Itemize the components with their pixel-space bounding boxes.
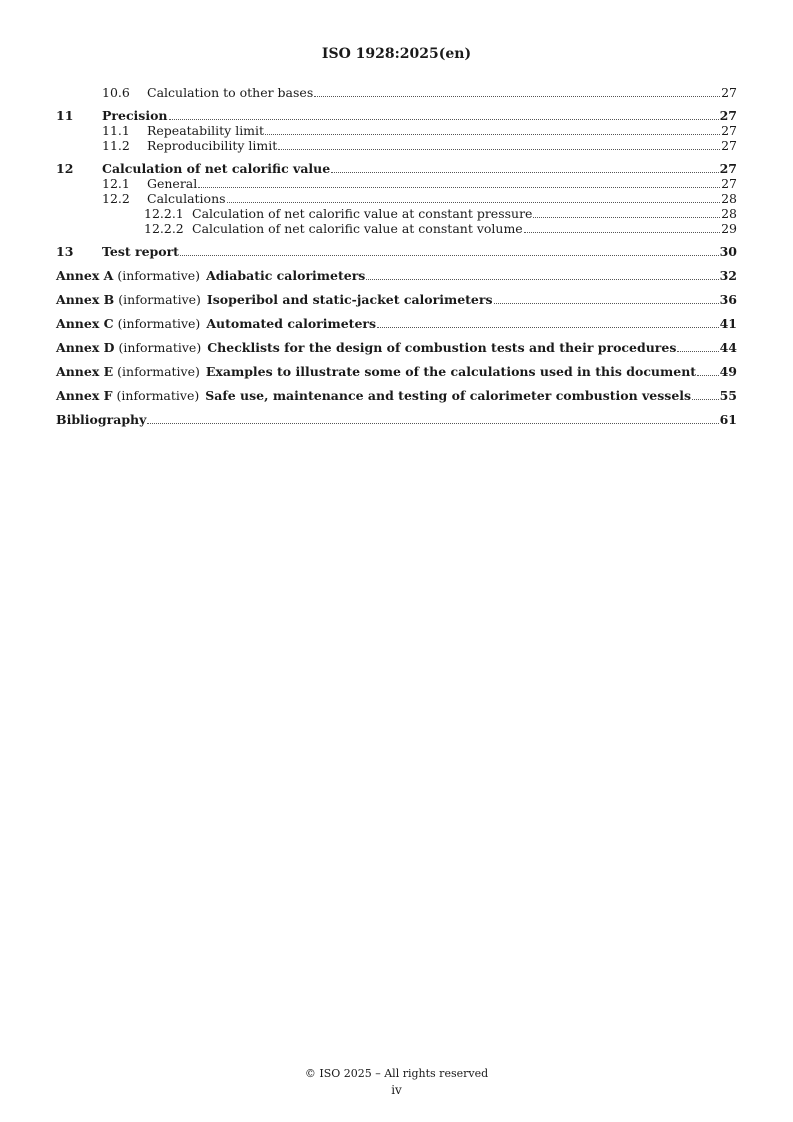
toc-entry-11-1[interactable]: [56, 123, 737, 138]
toc-entry-number: 10.6: [102, 85, 130, 100]
dot-leader: [677, 351, 718, 352]
dot-leader: [366, 279, 718, 280]
toc-entry-bibliography[interactable]: [56, 412, 737, 427]
document-header: ISO 1928:2025(en): [321, 46, 472, 62]
dot-leader: [169, 119, 719, 120]
annex-type: (informative): [117, 268, 201, 283]
toc-entry-title: Calculation of net calorific value at constant pressure: [192, 206, 533, 221]
toc-entry-11-2[interactable]: [56, 138, 737, 153]
toc-entry-annex-b[interactable]: [56, 292, 737, 307]
toc-entry-title: Automated calorimeters: [206, 316, 377, 331]
copyright-notice: © ISO 2025 – All rights reserved: [304, 1067, 489, 1080]
toc-entry-12-2[interactable]: [56, 191, 737, 206]
dot-leader: [278, 149, 720, 150]
toc-entry-12-1[interactable]: [56, 176, 737, 191]
dot-leader: [314, 96, 720, 97]
toc-entry-title: Calculations: [147, 191, 226, 206]
toc-entry-11[interactable]: [56, 108, 737, 123]
toc-entry-number: 12.1: [102, 176, 130, 191]
toc-entry-page: 27: [721, 123, 737, 138]
toc-entry-number: 12.2.2: [144, 221, 184, 236]
dot-leader: [692, 399, 719, 400]
toc-entry-title: Isoperibol and static-jacket calorimeters: [206, 292, 493, 307]
dot-leader: [227, 202, 721, 203]
toc-entry-annex-c[interactable]: [56, 316, 737, 331]
toc-entry-number: 12: [56, 161, 74, 176]
toc-entry-number: 11.1: [102, 123, 130, 138]
annex-type: (informative): [117, 364, 200, 379]
annex-id: Annex A: [56, 268, 114, 283]
toc-entry-number: 12.2: [102, 191, 130, 206]
dot-leader: [377, 327, 719, 328]
annex-id: Annex E: [56, 364, 114, 379]
annex-id: Annex F: [56, 388, 113, 403]
toc-entry-page: 27: [719, 108, 737, 123]
dot-leader: [180, 255, 719, 256]
annex-type: (informative): [116, 388, 200, 403]
page-footer: [0, 1066, 793, 1098]
toc-entry-title: Repeatability limit: [147, 123, 265, 138]
toc-entry-page: 32: [719, 268, 737, 283]
toc-entry-page: 41: [719, 316, 737, 331]
toc-entry-page: 27: [721, 85, 737, 100]
toc-entry-number: 12.2.1: [144, 206, 184, 221]
toc-entry-annex-f[interactable]: [56, 388, 737, 403]
annex-id: Annex B: [56, 292, 115, 307]
toc-entry-page: 27: [721, 176, 737, 191]
dot-leader: [697, 375, 719, 376]
toc-entry-title: Adiabatic calorimeters: [206, 268, 366, 283]
toc-entry-title: Examples to illustrate some of the calculations used in this document: [205, 364, 697, 379]
toc-entry-page: 27: [719, 161, 737, 176]
dot-leader: [331, 172, 718, 173]
dot-leader: [524, 232, 720, 233]
toc-entry-annex-a[interactable]: [56, 268, 737, 283]
toc-entry-page: 61: [719, 412, 737, 427]
toc-entry-page: 28: [721, 206, 737, 221]
toc-entry-annex-d[interactable]: [56, 340, 737, 355]
toc-entry-page: 28: [721, 191, 737, 206]
dot-leader: [265, 134, 720, 135]
toc-entry-12-2-2[interactable]: [56, 221, 737, 236]
toc-entry-10-6[interactable]: [56, 85, 737, 100]
toc-entry-annex-e[interactable]: [56, 364, 737, 379]
toc-entry-page: 44: [719, 340, 737, 355]
toc-entry-title: Precision: [102, 108, 168, 123]
toc-entry-title: Bibliography: [56, 412, 147, 427]
toc-entry-page: 30: [719, 244, 737, 259]
toc-entry-page: 27: [721, 138, 737, 153]
page-number: iv: [391, 1083, 402, 1097]
toc-entry-title: Reproducibility limit: [147, 138, 278, 153]
toc-entry-title: Calculation to other bases: [147, 85, 314, 100]
toc-entry-page: 36: [719, 292, 737, 307]
toc-entry-number: 11.2: [102, 138, 130, 153]
dot-leader: [533, 217, 720, 218]
annex-type: (informative): [117, 316, 201, 331]
annex-id: Annex C: [56, 316, 114, 331]
toc-entry-13[interactable]: [56, 244, 737, 259]
toc-entry-number: 11: [56, 108, 74, 123]
toc-entry-page: 49: [719, 364, 737, 379]
annex-type: (informative): [118, 292, 201, 307]
annex-id: Annex D: [56, 340, 115, 355]
toc-entry-12[interactable]: [56, 161, 737, 176]
dot-leader: [147, 423, 718, 424]
toc-entry-title: Checklists for the design of combustion tests and their procedures: [207, 340, 677, 355]
toc-entry-number: 13: [56, 244, 74, 259]
toc-entry-title: Safe use, maintenance and testing of calorimeter combustion vessels: [205, 388, 692, 403]
dot-leader: [198, 187, 720, 188]
toc-entry-title: Test report: [102, 244, 179, 259]
toc-entry-page: 55: [719, 388, 737, 403]
toc-entry-title: Calculation of net calorific value at constant volume: [192, 221, 523, 236]
toc-entry-12-2-1[interactable]: [56, 206, 737, 221]
annex-type: (informative): [118, 340, 202, 355]
toc-entry-page: 29: [721, 221, 737, 236]
dot-leader: [494, 303, 719, 304]
table-of-contents: [56, 85, 737, 427]
toc-entry-title: Calculation of net calorific value: [102, 161, 331, 176]
toc-entry-title: General: [147, 176, 198, 191]
